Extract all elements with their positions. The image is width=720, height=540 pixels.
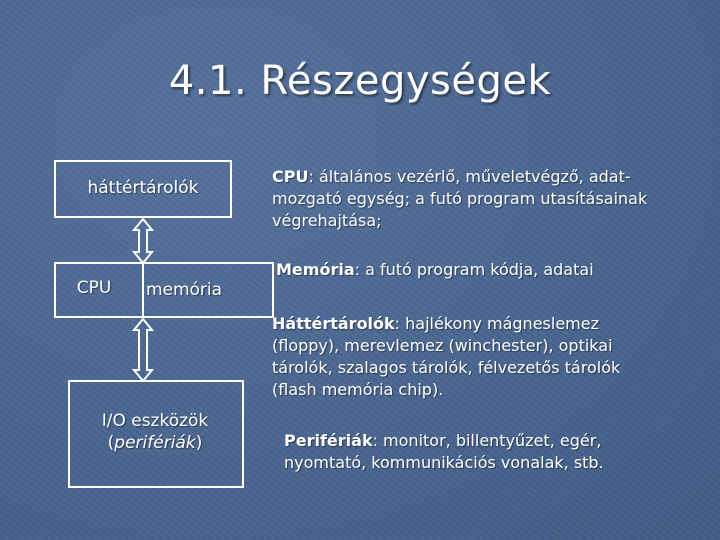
io-label-line2 [70,432,240,454]
io-paren-close: ) [195,433,203,453]
memory-text: : a futó program kódja, adatai [354,260,594,279]
memory-label: memória [145,280,223,300]
memory-description [276,259,676,281]
peripherals-text: : monitor, billentyűzet, egér, nyomtató, kommunikációs vonalak, stb. [284,431,604,472]
storage-description [272,313,664,401]
io-label-line1: I/O eszközök [101,411,209,431]
cpu-term: CPU [272,167,309,186]
cpu-description [272,166,682,232]
memory-term: Memória [276,260,355,279]
io-paren-open: ( [107,433,115,453]
cpu-io-arrow [132,318,154,382]
peripherals-term: Perifériák [284,431,373,450]
io-label [70,410,240,454]
io-sublabel: perifériák [114,433,196,453]
cpu-text: : általános vezérlő, műveletvégző, adat-mozgató egység; a futó program utasításainak végrehajtása; [272,167,648,230]
slide-title: 4.1. Részegységek [168,58,552,104]
peripherals-description [284,430,654,474]
storage-term: Háttértárolók [272,314,395,333]
storage-cpu-arrow [132,218,154,264]
storage-label: háttértárolók [87,178,199,198]
cpu-label: CPU [76,278,112,298]
storage-text: : hajlékony mágneslemez (floppy), merevlemez (winchester), optikai tárolók, szalagos tárolók, félvezetős tárolók (flash memória chip). [272,314,621,399]
